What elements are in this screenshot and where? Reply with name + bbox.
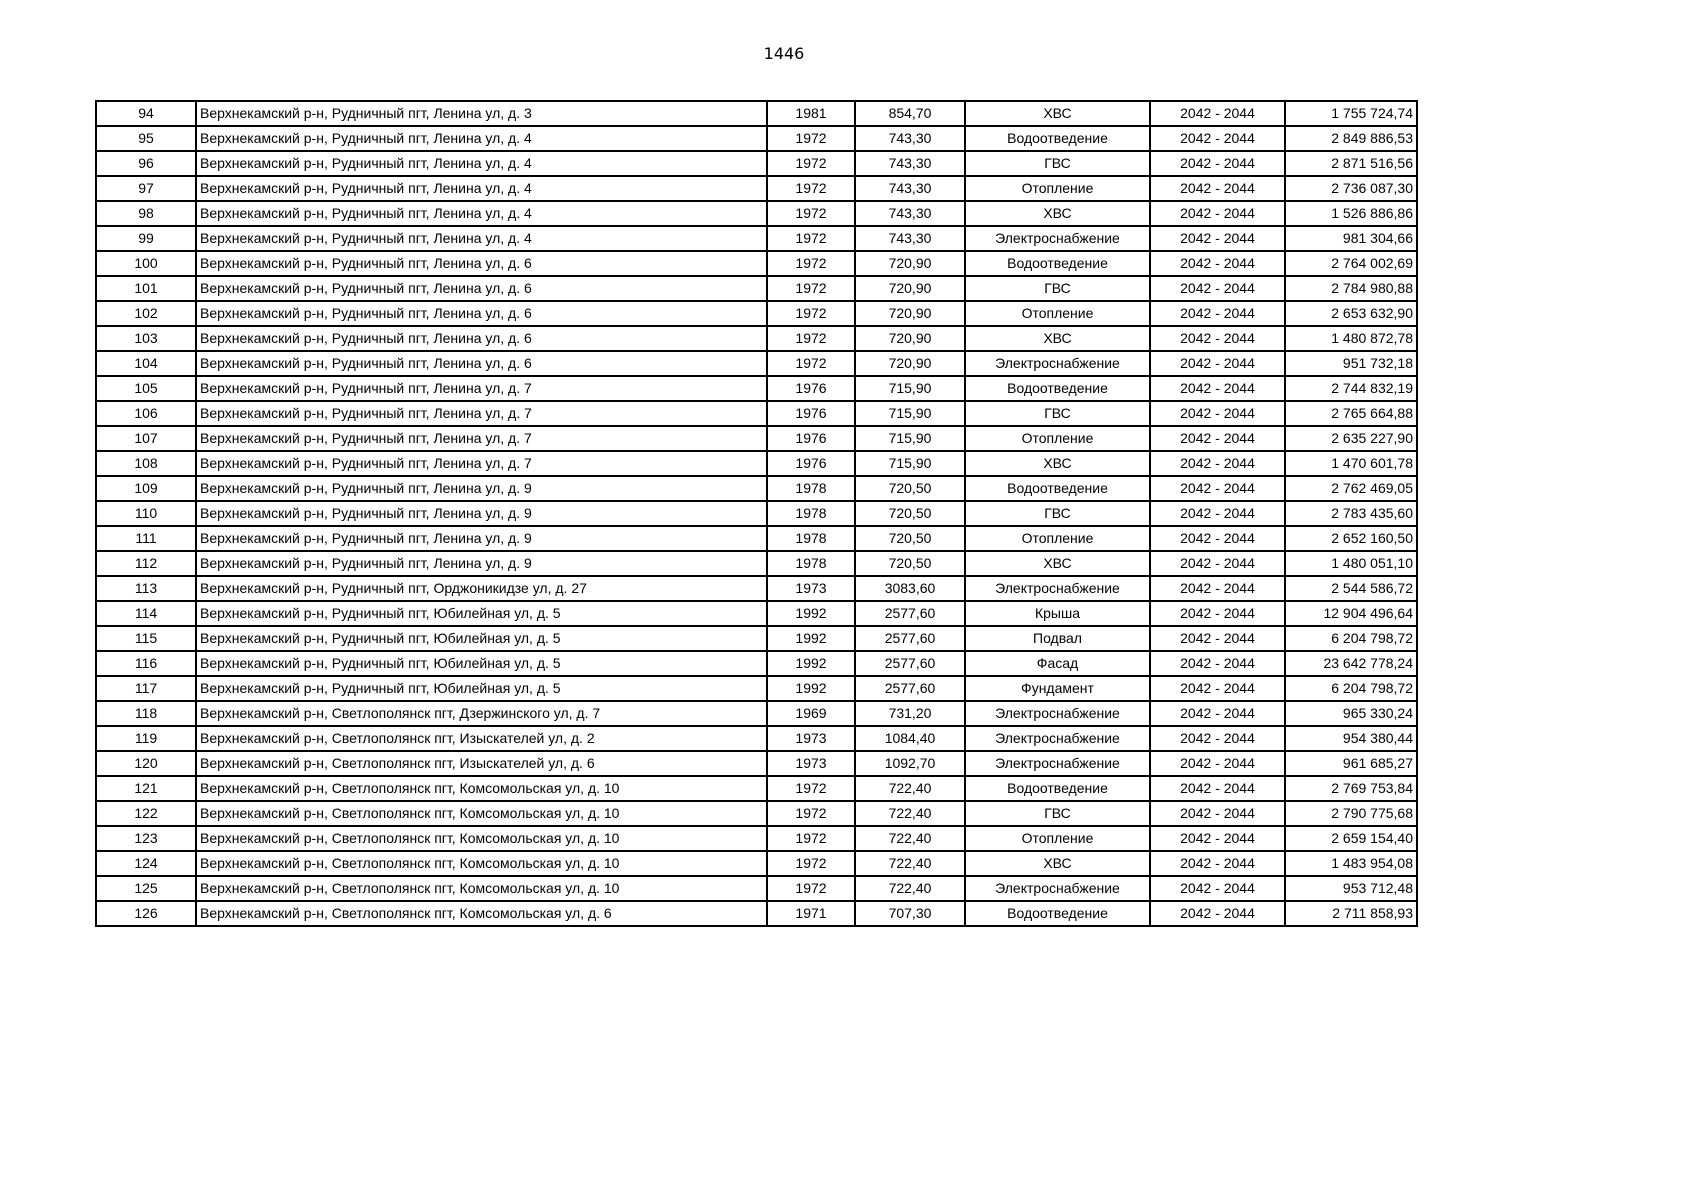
row-number: 126	[96, 901, 196, 926]
period-cell: 2042 - 2044	[1150, 776, 1285, 801]
row-number: 95	[96, 126, 196, 151]
cost-cell: 953 712,48	[1285, 876, 1417, 901]
cost-cell: 1 480 051,10	[1285, 551, 1417, 576]
table-row	[96, 601, 1417, 626]
area-cell: 715,90	[855, 451, 965, 476]
row-number: 124	[96, 851, 196, 876]
area-cell: 2577,60	[855, 626, 965, 651]
period-cell: 2042 - 2044	[1150, 301, 1285, 326]
row-number: 118	[96, 701, 196, 726]
area-cell: 715,90	[855, 401, 965, 426]
table-row	[96, 301, 1417, 326]
area-cell: 715,90	[855, 426, 965, 451]
work-type-cell: ХВС	[965, 101, 1150, 126]
work-type-cell: Электроснабжение	[965, 751, 1150, 776]
area-cell: 720,90	[855, 326, 965, 351]
area-cell: 720,50	[855, 551, 965, 576]
period-cell: 2042 - 2044	[1150, 676, 1285, 701]
work-type-cell: Электроснабжение	[965, 226, 1150, 251]
work-type-cell: Отопление	[965, 176, 1150, 201]
year-cell: 1976	[767, 451, 855, 476]
page-number: 1446	[763, 44, 805, 63]
work-type-cell: Водоотведение	[965, 476, 1150, 501]
cost-cell: 1 755 724,74	[1285, 101, 1417, 126]
period-cell: 2042 - 2044	[1150, 501, 1285, 526]
table-row	[96, 851, 1417, 876]
address-cell: Верхнекамский р-н, Рудничный пгт, Юбилейная ул, д. 5	[196, 676, 767, 701]
row-number: 99	[96, 226, 196, 251]
address-cell: Верхнекамский р-н, Светлополянск пгт, Изыскателей ул, д. 6	[196, 751, 767, 776]
year-cell: 1978	[767, 476, 855, 501]
table-row	[96, 726, 1417, 751]
period-cell: 2042 - 2044	[1150, 726, 1285, 751]
cost-cell: 2 652 160,50	[1285, 526, 1417, 551]
row-number: 122	[96, 801, 196, 826]
area-cell: 720,90	[855, 276, 965, 301]
row-number: 111	[96, 526, 196, 551]
row-number: 117	[96, 676, 196, 701]
address-cell: Верхнекамский р-н, Рудничный пгт, Ленина ул, д. 4	[196, 151, 767, 176]
table-row	[96, 901, 1417, 926]
table-row	[96, 476, 1417, 501]
address-cell: Верхнекамский р-н, Светлополянск пгт, Комсомольская ул, д. 10	[196, 851, 767, 876]
address-cell: Верхнекамский р-н, Светлополянск пгт, Комсомольская ул, д. 10	[196, 801, 767, 826]
cost-cell: 1 480 872,78	[1285, 326, 1417, 351]
area-cell: 743,30	[855, 126, 965, 151]
table-row	[96, 326, 1417, 351]
period-cell: 2042 - 2044	[1150, 751, 1285, 776]
cost-cell: 2 769 753,84	[1285, 776, 1417, 801]
table-row	[96, 626, 1417, 651]
table-row	[96, 501, 1417, 526]
work-type-cell: Водоотведение	[965, 251, 1150, 276]
year-cell: 1978	[767, 501, 855, 526]
year-cell: 1972	[767, 351, 855, 376]
row-number: 108	[96, 451, 196, 476]
address-cell: Верхнекамский р-н, Светлополянск пгт, Комсомольская ул, д. 10	[196, 776, 767, 801]
period-cell: 2042 - 2044	[1150, 276, 1285, 301]
table-row	[96, 251, 1417, 276]
address-cell: Верхнекамский р-н, Рудничный пгт, Ленина ул, д. 9	[196, 476, 767, 501]
work-type-cell: ГВС	[965, 151, 1150, 176]
year-cell: 1972	[767, 876, 855, 901]
period-cell: 2042 - 2044	[1150, 551, 1285, 576]
area-cell: 720,90	[855, 351, 965, 376]
period-cell: 2042 - 2044	[1150, 401, 1285, 426]
work-type-cell: Электроснабжение	[965, 351, 1150, 376]
table-row	[96, 451, 1417, 476]
year-cell: 1972	[767, 801, 855, 826]
period-cell: 2042 - 2044	[1150, 201, 1285, 226]
cost-cell: 2 659 154,40	[1285, 826, 1417, 851]
row-number: 101	[96, 276, 196, 301]
address-cell: Верхнекамский р-н, Рудничный пгт, Ленина ул, д. 7	[196, 401, 767, 426]
year-cell: 1973	[767, 751, 855, 776]
period-cell: 2042 - 2044	[1150, 126, 1285, 151]
area-cell: 720,50	[855, 526, 965, 551]
area-cell: 743,30	[855, 201, 965, 226]
cost-cell: 2 544 586,72	[1285, 576, 1417, 601]
work-type-cell: Отопление	[965, 526, 1150, 551]
table-row	[96, 176, 1417, 201]
work-type-cell: Электроснабжение	[965, 701, 1150, 726]
area-cell: 854,70	[855, 101, 965, 126]
address-cell: Верхнекамский р-н, Рудничный пгт, Ленина ул, д. 4	[196, 201, 767, 226]
row-number: 114	[96, 601, 196, 626]
cost-cell: 2 784 980,88	[1285, 276, 1417, 301]
period-cell: 2042 - 2044	[1150, 426, 1285, 451]
period-cell: 2042 - 2044	[1150, 176, 1285, 201]
address-cell: Верхнекамский р-н, Рудничный пгт, Ленина ул, д. 7	[196, 451, 767, 476]
area-cell: 743,30	[855, 151, 965, 176]
area-cell: 2577,60	[855, 601, 965, 626]
work-type-cell: Водоотведение	[965, 376, 1150, 401]
table-row	[96, 826, 1417, 851]
table-row	[96, 551, 1417, 576]
cost-cell: 2 736 087,30	[1285, 176, 1417, 201]
year-cell: 1976	[767, 426, 855, 451]
table-row	[96, 401, 1417, 426]
cost-cell: 6 204 798,72	[1285, 626, 1417, 651]
table-row	[96, 426, 1417, 451]
address-cell: Верхнекамский р-н, Рудничный пгт, Юбилейная ул, д. 5	[196, 626, 767, 651]
work-type-cell: Электроснабжение	[965, 876, 1150, 901]
table-row	[96, 576, 1417, 601]
work-type-cell: Отопление	[965, 301, 1150, 326]
work-type-cell: ГВС	[965, 801, 1150, 826]
cost-cell: 2 764 002,69	[1285, 251, 1417, 276]
work-type-cell: Водоотведение	[965, 776, 1150, 801]
address-cell: Верхнекамский р-н, Светлополянск пгт, Комсомольская ул, д. 6	[196, 901, 767, 926]
area-cell: 722,40	[855, 801, 965, 826]
address-cell: Верхнекамский р-н, Рудничный пгт, Ленина ул, д. 6	[196, 276, 767, 301]
period-cell: 2042 - 2044	[1150, 701, 1285, 726]
year-cell: 1972	[767, 301, 855, 326]
cost-cell: 2 762 469,05	[1285, 476, 1417, 501]
row-number: 96	[96, 151, 196, 176]
address-cell: Верхнекамский р-н, Рудничный пгт, Ленина ул, д. 6	[196, 351, 767, 376]
period-cell: 2042 - 2044	[1150, 801, 1285, 826]
work-type-cell: ГВС	[965, 276, 1150, 301]
work-type-cell: ХВС	[965, 551, 1150, 576]
area-cell: 743,30	[855, 176, 965, 201]
period-cell: 2042 - 2044	[1150, 601, 1285, 626]
year-cell: 1971	[767, 901, 855, 926]
area-cell: 2577,60	[855, 676, 965, 701]
cost-cell: 2 783 435,60	[1285, 501, 1417, 526]
table-row	[96, 201, 1417, 226]
period-cell: 2042 - 2044	[1150, 451, 1285, 476]
cost-cell: 2 765 664,88	[1285, 401, 1417, 426]
work-type-cell: Фундамент	[965, 676, 1150, 701]
table-row	[96, 801, 1417, 826]
year-cell: 1978	[767, 551, 855, 576]
area-cell: 2577,60	[855, 651, 965, 676]
area-cell: 722,40	[855, 826, 965, 851]
year-cell: 1973	[767, 726, 855, 751]
year-cell: 1992	[767, 651, 855, 676]
table-row	[96, 151, 1417, 176]
table-row	[96, 776, 1417, 801]
cost-cell: 2 744 832,19	[1285, 376, 1417, 401]
address-cell: Верхнекамский р-н, Рудничный пгт, Ленина ул, д. 4	[196, 226, 767, 251]
period-cell: 2042 - 2044	[1150, 901, 1285, 926]
area-cell: 722,40	[855, 851, 965, 876]
area-cell: 720,50	[855, 501, 965, 526]
row-number: 121	[96, 776, 196, 801]
address-cell: Верхнекамский р-н, Рудничный пгт, Ленина ул, д. 9	[196, 501, 767, 526]
row-number: 102	[96, 301, 196, 326]
period-cell: 2042 - 2044	[1150, 326, 1285, 351]
row-number: 106	[96, 401, 196, 426]
area-cell: 1092,70	[855, 751, 965, 776]
period-cell: 2042 - 2044	[1150, 576, 1285, 601]
cost-cell: 2 653 632,90	[1285, 301, 1417, 326]
work-type-cell: Отопление	[965, 426, 1150, 451]
work-type-cell: ГВС	[965, 401, 1150, 426]
area-cell: 731,20	[855, 701, 965, 726]
area-cell: 720,90	[855, 301, 965, 326]
period-cell: 2042 - 2044	[1150, 101, 1285, 126]
period-cell: 2042 - 2044	[1150, 876, 1285, 901]
table-row	[96, 676, 1417, 701]
cost-cell: 6 204 798,72	[1285, 676, 1417, 701]
cost-cell: 1 470 601,78	[1285, 451, 1417, 476]
address-cell: Верхнекамский р-н, Рудничный пгт, Ленина ул, д. 4	[196, 176, 767, 201]
cost-cell: 954 380,44	[1285, 726, 1417, 751]
year-cell: 1972	[767, 851, 855, 876]
cost-cell: 981 304,66	[1285, 226, 1417, 251]
year-cell: 1972	[767, 826, 855, 851]
row-number: 105	[96, 376, 196, 401]
year-cell: 1972	[767, 251, 855, 276]
address-cell: Верхнекамский р-н, Рудничный пгт, Орджоникидзе ул, д. 27	[196, 576, 767, 601]
year-cell: 1972	[767, 201, 855, 226]
work-type-cell: Электроснабжение	[965, 576, 1150, 601]
cost-cell: 12 904 496,64	[1285, 601, 1417, 626]
row-number: 98	[96, 201, 196, 226]
cost-cell: 961 685,27	[1285, 751, 1417, 776]
year-cell: 1992	[767, 601, 855, 626]
year-cell: 1972	[767, 226, 855, 251]
table-body	[96, 101, 1417, 926]
address-cell: Верхнекамский р-н, Рудничный пгт, Юбилейная ул, д. 5	[196, 651, 767, 676]
period-cell: 2042 - 2044	[1150, 526, 1285, 551]
year-cell: 1992	[767, 676, 855, 701]
period-cell: 2042 - 2044	[1150, 226, 1285, 251]
row-number: 120	[96, 751, 196, 776]
work-type-cell: Водоотведение	[965, 126, 1150, 151]
area-cell: 720,90	[855, 251, 965, 276]
area-cell: 743,30	[855, 226, 965, 251]
year-cell: 1978	[767, 526, 855, 551]
row-number: 103	[96, 326, 196, 351]
row-number: 113	[96, 576, 196, 601]
table-row	[96, 751, 1417, 776]
cost-cell: 2 871 516,56	[1285, 151, 1417, 176]
work-type-cell: Фасад	[965, 651, 1150, 676]
row-number: 119	[96, 726, 196, 751]
cost-cell: 2 849 886,53	[1285, 126, 1417, 151]
work-type-cell: ХВС	[965, 851, 1150, 876]
work-type-cell: Крыша	[965, 601, 1150, 626]
row-number: 97	[96, 176, 196, 201]
table-row	[96, 701, 1417, 726]
row-number: 109	[96, 476, 196, 501]
table-row	[96, 101, 1417, 126]
year-cell: 1972	[767, 176, 855, 201]
address-cell: Верхнекамский р-н, Светлополянск пгт, Дзержинского ул, д. 7	[196, 701, 767, 726]
row-number: 110	[96, 501, 196, 526]
address-cell: Верхнекамский р-н, Рудничный пгт, Ленина ул, д. 6	[196, 301, 767, 326]
cost-cell: 1 483 954,08	[1285, 851, 1417, 876]
table-row	[96, 351, 1417, 376]
row-number: 104	[96, 351, 196, 376]
period-cell: 2042 - 2044	[1150, 476, 1285, 501]
work-type-cell: ГВС	[965, 501, 1150, 526]
table-row	[96, 526, 1417, 551]
year-cell: 1972	[767, 126, 855, 151]
work-type-cell: ХВС	[965, 326, 1150, 351]
table-row	[96, 651, 1417, 676]
address-cell: Верхнекамский р-н, Рудничный пгт, Ленина ул, д. 6	[196, 251, 767, 276]
work-type-cell: Подвал	[965, 626, 1150, 651]
year-cell: 1981	[767, 101, 855, 126]
period-cell: 2042 - 2044	[1150, 151, 1285, 176]
work-type-cell: Электроснабжение	[965, 726, 1150, 751]
row-number: 115	[96, 626, 196, 651]
year-cell: 1972	[767, 326, 855, 351]
area-cell: 720,50	[855, 476, 965, 501]
table-row	[96, 276, 1417, 301]
row-number: 125	[96, 876, 196, 901]
period-cell: 2042 - 2044	[1150, 826, 1285, 851]
cost-cell: 951 732,18	[1285, 351, 1417, 376]
year-cell: 1972	[767, 151, 855, 176]
cost-cell: 23 642 778,24	[1285, 651, 1417, 676]
address-cell: Верхнекамский р-н, Рудничный пгт, Юбилейная ул, д. 5	[196, 601, 767, 626]
year-cell: 1969	[767, 701, 855, 726]
address-cell: Верхнекамский р-н, Рудничный пгт, Ленина ул, д. 7	[196, 426, 767, 451]
area-cell: 715,90	[855, 376, 965, 401]
year-cell: 1973	[767, 576, 855, 601]
address-cell: Верхнекамский р-н, Рудничный пгт, Ленина ул, д. 6	[196, 326, 767, 351]
area-cell: 1084,40	[855, 726, 965, 751]
year-cell: 1972	[767, 776, 855, 801]
period-cell: 2042 - 2044	[1150, 251, 1285, 276]
year-cell: 1992	[767, 626, 855, 651]
cost-cell: 2 790 775,68	[1285, 801, 1417, 826]
work-type-cell: Отопление	[965, 826, 1150, 851]
row-number: 123	[96, 826, 196, 851]
table-row	[96, 376, 1417, 401]
area-cell: 3083,60	[855, 576, 965, 601]
period-cell: 2042 - 2044	[1150, 651, 1285, 676]
area-cell: 722,40	[855, 876, 965, 901]
cost-cell: 1 526 886,86	[1285, 201, 1417, 226]
period-cell: 2042 - 2044	[1150, 376, 1285, 401]
work-type-cell: Водоотведение	[965, 901, 1150, 926]
row-number: 116	[96, 651, 196, 676]
address-cell: Верхнекамский р-н, Светлополянск пгт, Комсомольская ул, д. 10	[196, 876, 767, 901]
period-cell: 2042 - 2044	[1150, 851, 1285, 876]
year-cell: 1976	[767, 401, 855, 426]
row-number: 94	[96, 101, 196, 126]
period-cell: 2042 - 2044	[1150, 351, 1285, 376]
work-type-cell: ХВС	[965, 451, 1150, 476]
row-number: 107	[96, 426, 196, 451]
year-cell: 1972	[767, 276, 855, 301]
table-row	[96, 126, 1417, 151]
cost-cell: 2 711 858,93	[1285, 901, 1417, 926]
address-cell: Верхнекамский р-н, Светлополянск пгт, Комсомольская ул, д. 10	[196, 826, 767, 851]
table-row	[96, 876, 1417, 901]
row-number: 100	[96, 251, 196, 276]
address-cell: Верхнекамский р-н, Рудничный пгт, Ленина ул, д. 3	[196, 101, 767, 126]
year-cell: 1976	[767, 376, 855, 401]
address-cell: Верхнекамский р-н, Рудничный пгт, Ленина ул, д. 7	[196, 376, 767, 401]
work-type-cell: ХВС	[965, 201, 1150, 226]
buildings-table	[95, 100, 1418, 927]
address-cell: Верхнекамский р-н, Рудничный пгт, Ленина ул, д. 9	[196, 526, 767, 551]
area-cell: 722,40	[855, 776, 965, 801]
cost-cell: 2 635 227,90	[1285, 426, 1417, 451]
period-cell: 2042 - 2044	[1150, 626, 1285, 651]
row-number: 112	[96, 551, 196, 576]
area-cell: 707,30	[855, 901, 965, 926]
table-row	[96, 226, 1417, 251]
address-cell: Верхнекамский р-н, Светлополянск пгт, Изыскателей ул, д. 2	[196, 726, 767, 751]
address-cell: Верхнекамский р-н, Рудничный пгт, Ленина ул, д. 4	[196, 126, 767, 151]
address-cell: Верхнекамский р-н, Рудничный пгт, Ленина ул, д. 9	[196, 551, 767, 576]
cost-cell: 965 330,24	[1285, 701, 1417, 726]
